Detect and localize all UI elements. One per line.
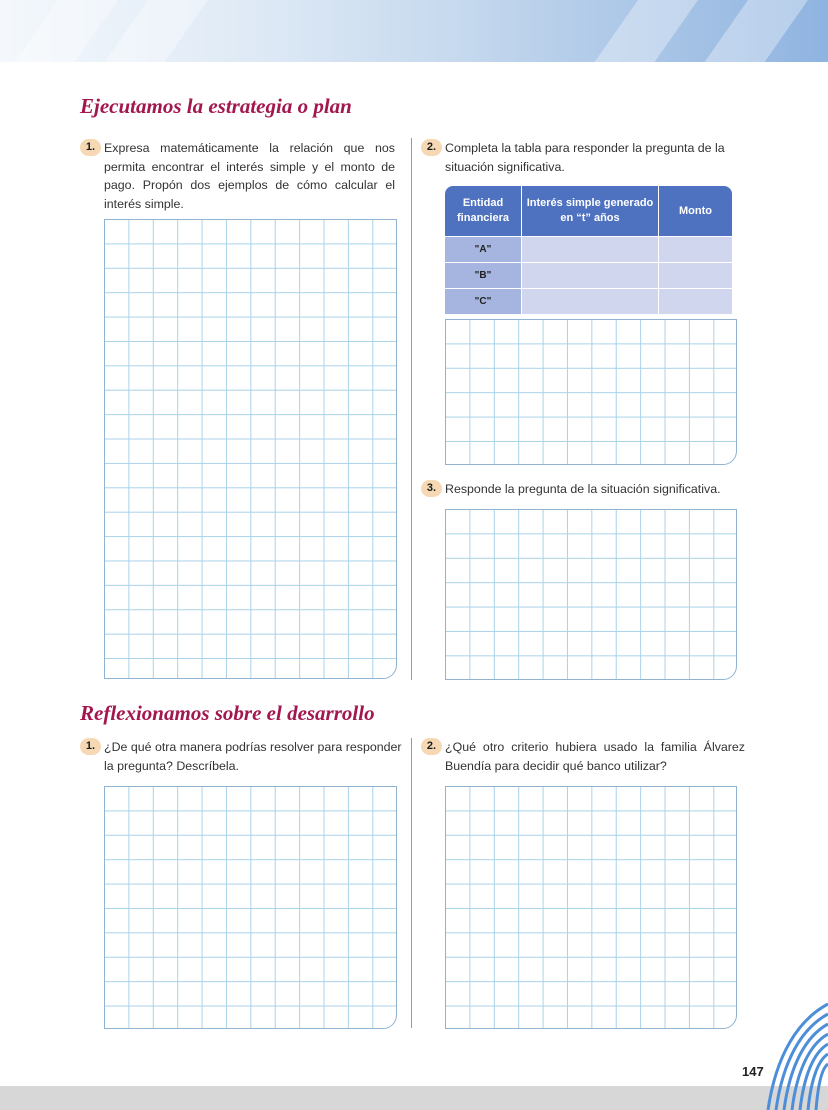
answer-grid-3[interactable] xyxy=(445,509,737,680)
question-text: Expresa matemáticamente la relación que nos permita encontrar el interés simple y el monto de pago. Propón dos ejemplos de cómo calcular el interés simple. xyxy=(104,141,395,211)
table-row xyxy=(445,288,732,314)
table-header-interes: Interés simple generado en “t” años xyxy=(522,186,659,236)
footer-bar xyxy=(0,1086,828,1110)
table-cell-interes[interactable] xyxy=(522,236,659,262)
table-cell-interes[interactable] xyxy=(522,262,659,288)
question-3-ejecutamos xyxy=(421,480,745,500)
top-banner xyxy=(0,0,828,62)
table-cell-interes[interactable] xyxy=(522,288,659,314)
table-header-monto: Monto xyxy=(659,186,732,236)
question-text: ¿Qué otro criterio hubiera usado la familia Álvarez Buendía para decidir qué banco utilizar? xyxy=(445,740,745,773)
question-text: Responde la pregunta de la situación significativa. xyxy=(445,482,721,496)
question-number-badge: 3. xyxy=(421,480,442,497)
answer-grid-2[interactable] xyxy=(445,319,737,465)
table-header-entidad: Entidad financiera xyxy=(445,186,522,236)
table-cell-monto[interactable] xyxy=(659,288,732,314)
answer-grid-4[interactable] xyxy=(104,786,397,1029)
table-cell-monto[interactable] xyxy=(659,236,732,262)
section-title-reflexionamos: Reflexionamos sobre el desarrollo xyxy=(80,701,375,725)
banner-streak xyxy=(678,0,822,62)
question-2-reflexionamos xyxy=(421,738,745,778)
corner-stripes-decoration xyxy=(758,1000,828,1110)
table-cell-entidad: "C" xyxy=(445,288,522,314)
page-number: 147 xyxy=(742,1064,764,1079)
banner-streak xyxy=(568,0,712,62)
question-text: Completa la tabla para responder la pregunta de la situación significativa. xyxy=(445,141,725,174)
column-divider xyxy=(411,138,412,680)
table-cell-entidad: "A" xyxy=(445,236,522,262)
question-2-ejecutamos xyxy=(421,139,745,179)
question-number-badge: 2. xyxy=(421,139,442,156)
table-row xyxy=(445,236,732,262)
table-cell-entidad: "B" xyxy=(445,262,522,288)
question-number-badge: 2. xyxy=(421,738,442,755)
question-number-badge: 1. xyxy=(80,139,101,156)
question-1-reflexionamos xyxy=(80,738,402,778)
question-1-ejecutamos xyxy=(80,139,395,215)
interest-table xyxy=(445,186,732,314)
question-text: ¿De qué otra manera podrías resolver para responder la pregunta? Descríbela. xyxy=(104,740,402,773)
table-row xyxy=(445,262,732,288)
answer-grid-5[interactable] xyxy=(445,786,737,1029)
answer-grid-1[interactable] xyxy=(104,219,397,679)
column-divider xyxy=(411,738,412,1028)
question-number-badge: 1. xyxy=(80,738,101,755)
section-title-ejecutamos: Ejecutamos la estrategia o plan xyxy=(80,94,352,118)
table-cell-monto[interactable] xyxy=(659,262,732,288)
